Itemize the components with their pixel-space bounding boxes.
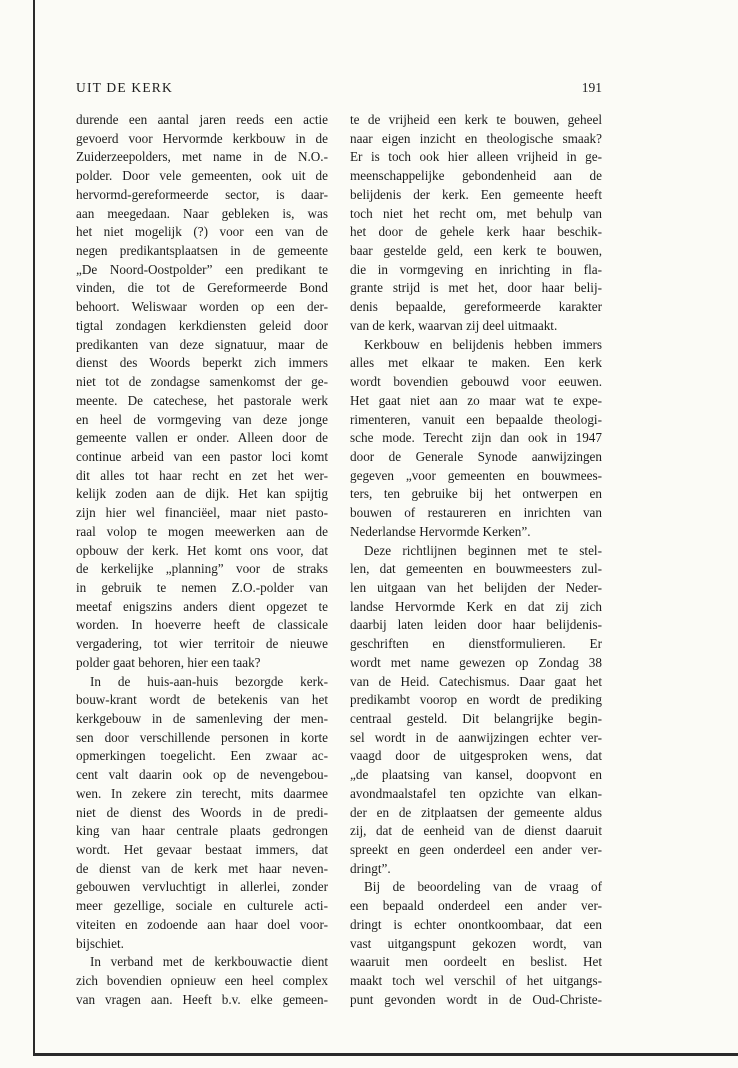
text-line: raal volop te mogen meewerken aan de: [76, 523, 328, 539]
text-line: een bepaald onderdeel een ander ver-: [350, 898, 602, 914]
text-line: het niet mogelijk (?) voor een van de: [76, 224, 328, 240]
text-line: hervormd-gereformeerde sector, is daar-: [76, 186, 328, 202]
text-line: van vragen aan. Heeft b.v. elke gemeen-: [76, 991, 328, 1007]
text-line: Kerkbouw en belijdenis hebben immers: [364, 336, 602, 352]
text-line: grante strijd is met het, door haar belij-: [350, 280, 602, 296]
scan-edge-left: [33, 0, 35, 1055]
text-line: toch niet het recht om, met behulp van: [350, 205, 602, 221]
text-line: durende een aantal jaren reeds een actie: [76, 112, 328, 127]
left-column: [76, 111, 328, 1010]
text-line: meenschappelijke gebondenheid aan de: [350, 168, 602, 184]
text-line: sen door verschillende personen in korte: [76, 729, 328, 745]
text-line: daarbij laten leiden door haar belijdenis-: [350, 617, 602, 633]
text-line: vinden, die tot de Gereformeerde Bond: [76, 280, 328, 296]
text-line: centraal gesteld. Dit belangrijke begin-: [350, 711, 602, 726]
text-line: dienst des Woords beperkt zich immers: [76, 355, 328, 371]
text-line: avondmaalstafel ten opzichte van elkan-: [350, 785, 602, 801]
text-line: len, dat gemeenten en bouwmeesters zul-: [350, 561, 602, 577]
text-line: niet de dienst des Woords in de predi-: [76, 804, 328, 820]
text-line: king van haar centrale plaats gedrongen: [76, 823, 328, 839]
text-line: wordt bovendien gebouwd voor eeuwen.: [350, 374, 602, 390]
text-line: Er is toch ook hier alleen vrijheid in ge-: [350, 149, 602, 165]
text-line: len uitgaan van het belijden der Neder-: [350, 579, 602, 595]
text-line: meer gezellige, sociale en culturele acti-: [76, 898, 328, 914]
text-line: te de vrijheid een kerk te bouwen, geheel: [350, 112, 602, 127]
text-line: worden. In hoeverre heeft de classicale: [76, 617, 328, 633]
text-line: predikanten van deze signatuur, maar de: [76, 336, 328, 352]
text-line: „De Noord-Oostpolder” een predikant te: [76, 261, 328, 277]
text-line: spreekt en geen onderdeel een ander ver-: [350, 842, 602, 858]
text-line: kerkgebouw in de samenleving der men-: [76, 711, 328, 726]
text-line: denis bepaalde, gereformeerde karakter: [350, 299, 602, 315]
text-line: Deze richtlijnen beginnen met te stel-: [364, 542, 602, 558]
text-line: polder gaat behoren, hier een taak?: [76, 654, 261, 670]
text-line: die in vormgeving en inrichting in fla-: [350, 261, 602, 277]
text-line: continue arbeid van een pastor loci komt: [76, 448, 328, 464]
text-line: vast uitgangspunt gekozen wordt, van: [350, 935, 602, 951]
text-line: wordt. Het gevaar bestaat immers, dat: [76, 842, 328, 858]
text-line: naar eigen inzicht en theologische smaak?: [350, 130, 602, 146]
text-line: Nederlandse Hervormde Kerken”.: [350, 523, 531, 539]
text-line: dit alles tot haar recht en zet het wer-: [76, 467, 328, 483]
text-line: predikambt voorop en wordt de prediking: [350, 692, 602, 708]
text-line: gevoerd voor Hervormde kerkbouw in de: [76, 130, 328, 146]
text-line: meente. De catechese, het pastorale werk: [76, 392, 328, 408]
text-line: punt gevonden wordt in de Oud-Christe-: [350, 991, 602, 1007]
text-line: viteiten en zodoende aan haar doel voor-: [76, 916, 328, 932]
text-line: gebouwen vervluchtigt in allerlei, zonder: [76, 879, 328, 895]
text-line: bouw-krant wordt de betekenis van het: [76, 692, 328, 708]
text-line: ters, ten gebruike bij het ontwerpen en: [350, 486, 602, 502]
text-line: van de Heid. Catechismus. Daar gaat het: [350, 673, 602, 689]
text-line: dringt”.: [350, 860, 391, 876]
page-header: [76, 80, 602, 100]
text-line: rimenteren, vanuit een bepaalde theologi-: [350, 411, 602, 427]
text-line: Bij de beoordeling van de vraag of: [364, 879, 602, 895]
text-line: de dienst van de kerk met haar neven-: [76, 860, 328, 876]
text-line: opbouw der kerk. Het komt ons voor, dat: [76, 542, 328, 558]
text-line: kelijk zoden aan de dijk. Het kan spijtig: [76, 486, 328, 502]
scan-edge-bottom: [33, 1053, 738, 1056]
right-column: [350, 111, 602, 1010]
text-line: van de kerk, waarvan zij deel uitmaakt.: [350, 317, 558, 333]
text-line: wordt met name gewezen op Zondag 38: [350, 654, 602, 670]
text-line: geschriften en dienstformulieren. Er: [350, 636, 602, 652]
text-line: maakt toch wel verschil of het uitgangs-: [350, 973, 602, 989]
text-line: gegeven „voor gemeenten en bouwmees-: [350, 467, 602, 483]
text-line: behoort. Weliswaar worden op een der-: [76, 299, 328, 315]
text-line: dringt is echter onontkoombaar, dat een: [350, 916, 602, 932]
text-line: landse Hervormde Kerk en dat zij zich: [350, 598, 602, 614]
text-line: sel wordt in de aanwijzingen echter ver-: [350, 729, 602, 745]
text-line: aan meegedaan. Naar gebleken is, was: [76, 205, 328, 221]
text-line: wen. In zekere zin terecht, mits daarmee: [76, 785, 328, 801]
text-line: gemeente vallen er onder. Alleen door de: [76, 430, 328, 446]
text-line: vergadering, tot wier territoir de nieuwe: [76, 636, 328, 652]
text-line: polder. Door vele gemeenten, ook uit de: [76, 168, 328, 184]
text-line: vaagd door de uitgesproken wens, dat: [350, 748, 602, 764]
text-line: meetaf enigszins anders dient opgezet te: [76, 598, 328, 614]
text-line: het door de gehele kerk haar beschik-: [350, 224, 602, 240]
text-line: der en de zitplaatsen der gemeente aldus: [350, 804, 602, 820]
text-line: In verband met de kerkbouwactie dient: [90, 954, 328, 970]
running-head: UIT DE KERK: [76, 80, 173, 95]
text-line: Het gaat niet aan zo maar wat te expe-: [350, 392, 602, 408]
text-line: cent valt daarin ook op de nevengebou-: [76, 767, 328, 783]
text-line: Zuiderzeepolders, met name in de N.O.-: [76, 149, 328, 165]
text-line: opmerkingen toegelicht. Een zwaar ac-: [76, 748, 328, 764]
text-line: zich bovendien opnieuw een heel complex: [76, 973, 328, 989]
text-line: niet tot de zondagse samenkomst der ge-: [76, 374, 328, 390]
text-line: zijn hier wel financiëel, maar niet pasto-: [76, 505, 328, 521]
text-line: „de plaatsing van kansel, doopvont en: [350, 767, 602, 783]
text-line: waaruit men oordeelt en beslist. Het: [350, 954, 602, 970]
text-line: in gebruik te nemen Z.O.-polder van: [76, 579, 328, 595]
text-line: alles met elkaar te maken. Een kerk: [350, 355, 602, 371]
text-line: In de huis-aan-huis bezorgde kerk-: [90, 673, 328, 689]
text-line: sche mode. Terecht zijn dan ook in 1947: [350, 430, 602, 446]
text-line: belijdenis der kerk. Een gemeente heeft: [350, 186, 602, 202]
page-number: 191: [581, 80, 602, 95]
text-line: en heel de vormgeving van deze jonge: [76, 411, 328, 427]
text-line: tigtal zondagen kerkdiensten geleid door: [76, 317, 328, 333]
text-line: zij, dat de eenheid van de dienst daaruit: [350, 823, 602, 839]
text-line: de kerkelijke „planning” voor de straks: [76, 561, 328, 577]
text-line: door de Generale Synode aanwijzingen: [350, 448, 602, 464]
text-line: bijschiet.: [76, 935, 124, 951]
text-line: negen predikantsplaatsen in de gemeente: [76, 243, 328, 259]
text-line: bouwen of restaureren en inrichten van: [350, 505, 602, 521]
text-line: baar gestelde geld, een kerk te bouwen,: [350, 243, 602, 259]
